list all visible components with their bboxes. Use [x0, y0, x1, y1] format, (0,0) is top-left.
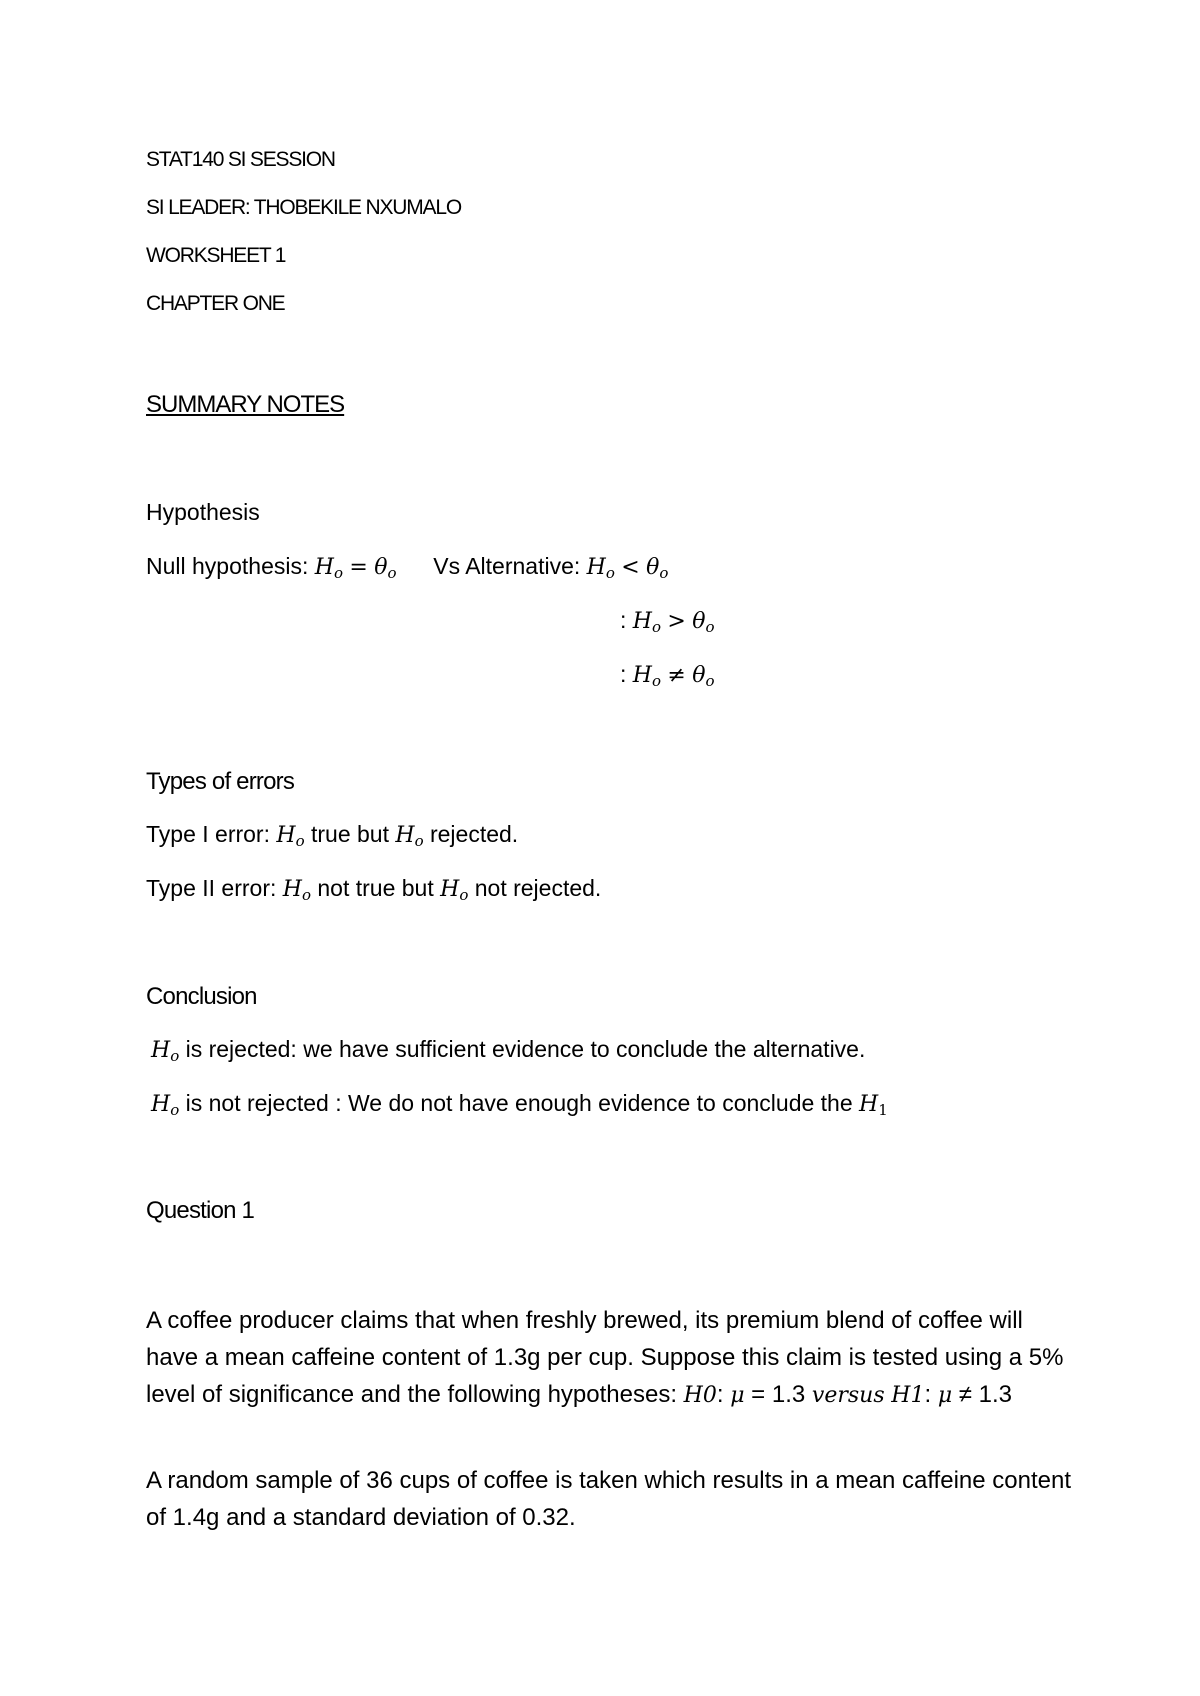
theta-symbol: θ: [374, 555, 388, 580]
greater-than-sign: >: [667, 609, 686, 634]
conclusion-heading: Conclusion: [146, 983, 257, 1010]
h-symbol: H: [276, 823, 296, 848]
theta-symbol: θ: [646, 555, 660, 580]
less-than-sign: <: [621, 555, 640, 580]
subscript: o: [301, 886, 311, 904]
h1-value: ≠ 1.3: [952, 1381, 1013, 1408]
alt-greater-line: [620, 607, 715, 636]
type2-label: Type II error:: [146, 875, 283, 901]
null-label: Null hypothesis:: [146, 553, 315, 579]
equals-sign: =: [349, 555, 368, 580]
subscript: o: [295, 832, 305, 850]
type1-mid: true but: [304, 821, 396, 847]
subscript: o: [333, 564, 343, 582]
colon: :: [620, 661, 633, 687]
subscript: o: [651, 672, 661, 690]
subscript: o: [651, 618, 661, 636]
h-symbol: H: [859, 1092, 879, 1117]
mu-symbol: μ: [730, 1383, 745, 1408]
subscript: o: [705, 672, 715, 690]
subscript: o: [605, 564, 615, 582]
subscript: o: [170, 1047, 180, 1065]
h-symbol: H: [282, 877, 302, 902]
subscript: o: [414, 832, 424, 850]
null-hypothesis-line: [146, 553, 668, 582]
h-symbol: H: [151, 1092, 171, 1117]
h1-symbol: H1: [891, 1383, 925, 1408]
chapter-label: CHAPTER ONE: [146, 292, 285, 315]
versus-word: versus: [811, 1383, 885, 1408]
h-symbol: H: [586, 555, 606, 580]
h-symbol: H: [151, 1038, 171, 1063]
h-symbol: H: [314, 555, 334, 580]
conclusion-text-2: is not rejected : We do not have enough evidence to conclude the: [179, 1090, 860, 1116]
summary-notes-heading: SUMMARY NOTES: [146, 391, 345, 418]
subscript: 1: [878, 1101, 888, 1119]
subscript: o: [387, 564, 397, 582]
question-1-paragraph-2: A random sample of 36 cups of coffee is taken which results in a mean caffeine content of 1.4g and a standard deviation of 0.32.: [146, 1467, 1071, 1531]
type1-end: rejected.: [423, 821, 519, 847]
course-title: STAT140 SI SESSION: [146, 148, 335, 171]
subscript: o: [705, 618, 715, 636]
h0-value: = 1.3: [744, 1381, 806, 1408]
h0-symbol: H0: [683, 1383, 717, 1408]
type2-error-line: [146, 875, 601, 904]
h-symbol: H: [440, 877, 460, 902]
subscript: o: [459, 886, 469, 904]
h-symbol: H: [395, 823, 415, 848]
colon: :: [620, 607, 633, 633]
subscript: o: [659, 564, 669, 582]
not-equal-sign: ≠: [667, 663, 686, 688]
hypothesis-heading: Hypothesis: [146, 499, 260, 525]
vs-label: Vs Alternative:: [433, 553, 587, 579]
worksheet-label: WORKSHEET 1: [146, 244, 286, 267]
type2-mid: not true but: [310, 875, 441, 901]
type1-label: Type I error:: [146, 821, 277, 847]
subscript: o: [170, 1101, 180, 1119]
si-leader: SI LEADER: THOBEKILE NXUMALO: [146, 196, 461, 219]
type1-error-line: [146, 821, 518, 850]
conclusion-text-1: is rejected: we have sufficient evidence to conclude the alternative.: [179, 1036, 866, 1062]
question-1-heading: Question 1: [146, 1197, 255, 1224]
question-1-text: A coffee producer claims that when freshly brewed, its premium blend of coffee will have a mean caffeine content of 1.3g per cup. Suppose this claim is tested using a 5% level of significance and the following hypotheses:: [146, 1307, 1064, 1408]
types-of-errors-heading: Types of errors: [146, 768, 295, 795]
alt-not-equal-line: [620, 661, 715, 690]
conclusion-line-1: [151, 1036, 865, 1065]
h-symbol: H: [632, 609, 652, 634]
h-symbol: H: [632, 663, 652, 688]
type2-end: not rejected.: [468, 875, 602, 901]
theta-symbol: θ: [692, 663, 706, 688]
theta-symbol: θ: [692, 609, 706, 634]
question-1-paragraph-1: A coffee producer claims that when freshly brewed, its premium blend of coffee will have a mean caffeine content of 1.3g per cup. Suppose this claim is tested using a 5% level of significance and the following hypotheses: H0: μ = 1.3 versus H1: μ ≠ 1.3: [146, 1307, 1064, 1408]
mu-symbol: μ: [937, 1383, 953, 1408]
conclusion-line-2: [151, 1090, 888, 1119]
